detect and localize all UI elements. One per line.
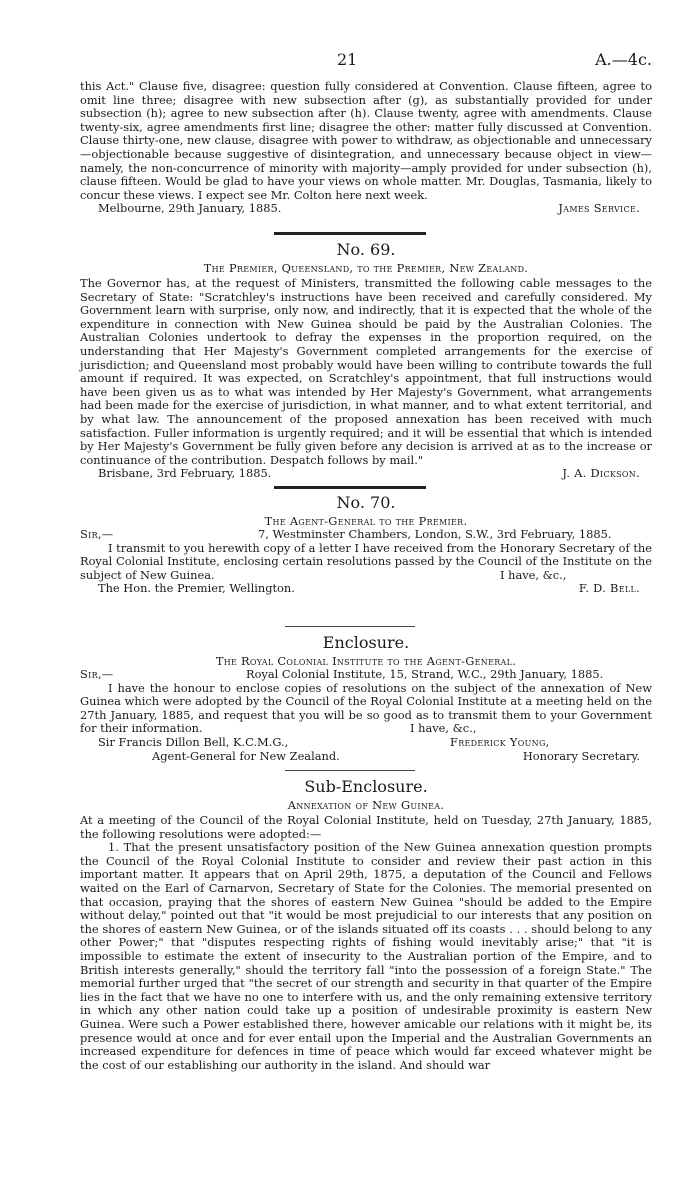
letter-69 xyxy=(80,241,652,481)
sub-enclosure xyxy=(80,778,652,1072)
place-date: Brisbane, 3rd February, 1885. xyxy=(98,466,272,481)
enclosure xyxy=(80,634,652,763)
letter-70-body: I transmit to you herewith copy of a letter I have received from the Honorary Secretary of the Royal Colonial Institute, enclosing certain resolutions passed by the Council of the Institute on the subject of New Guinea. xyxy=(80,540,652,582)
section-divider xyxy=(274,232,426,235)
sender-address: 7, Westminster Chambers, London, S.W., 3rd February, 1885. xyxy=(258,527,612,541)
section-divider xyxy=(274,486,426,489)
enclosure-closing-row xyxy=(80,722,652,736)
letter-70 xyxy=(80,494,652,596)
page-header xyxy=(0,50,700,70)
enclosure-salutation-row xyxy=(80,668,652,682)
letter-69-heading: No. 69. xyxy=(336,240,396,259)
letter-69-body: The Governor has, at the request of Ministers, transmitted the following cable messages to the Secretary of State: "Scratchley's instructions have been received and carefully considered. My Government learn with surprise, only now, and indirectly, that it is expected that the whole of the expenditure in connection with New Guinea should be paid by the Australian Colonies. The Australian Colonies undertook to defray the expenses in the proportion required, on the understanding that Her Majesty's Government completed arrangements for the exercise of jurisdiction; and Queensland most probably would have been willing to contribute towards the full amount if required. It was expected, on Scratchley's appointment, that full instructions would have been given us as to what was intended by Her Majesty's Government, what arrangements had been made for the exercise of jurisdiction, in what manner, and to what extent territorial, and by what law. The announcement of the proposed annexation has been received with much satisfaction. Fuller information is urgently required; and it will be essential that which is intended by Her Majesty's Government be fully given before any decision is arrived at as to the increase or continuance of the contribution. Despatch follows by mail." xyxy=(80,276,652,467)
letter-70-subheading: The Agent-General to the Premier. xyxy=(264,514,468,528)
signature: J. A. Dickson. xyxy=(562,466,640,481)
enclosure-subheading: The Royal Colonial Institute to the Agent-General. xyxy=(215,654,517,668)
sender-address: Royal Colonial Institute, 15, Strand, W.C., 29th January, 1885. xyxy=(246,667,604,681)
signature: F. D. Bell. xyxy=(578,581,640,596)
closing: I have, &c., xyxy=(500,567,567,582)
signatory-name: Frederick Young, xyxy=(450,734,550,749)
section-divider xyxy=(285,626,415,627)
enclosure-body: I have the honour to enclose copies of resolutions on the subject of the annexation of New Guinea which were adopted by the Council of the Royal Colonial Institute at a meeting held on the 27th January, 1885, and request that you will be so good as to transmit them to your Government for their information. xyxy=(80,680,652,736)
place-date: Melbourne, 29th January, 1885. xyxy=(98,201,282,216)
closing: I have, &c., xyxy=(410,721,477,736)
telegram-signoff xyxy=(80,202,652,216)
resolution-1: 1. That the present unsatisfactory position of the New Guinea annexation question prompts the Council of the Royal Colonial Institute to consider and review their past action in this important matter. It appears that on April 29th, 1875, a deputation of the Council and Fellows waited on the Earl of Carnarvon, Secretary of State for the Colonies. The memorial presented on that occasion, praying that the shores of eastern New Guinea "should be added to the Empire without delay," pointed out that "it would be most prejudicial to our interests that any position on the shores of eastern New Guinea, or of the islands situated off its coasts . . . should belong to any other Power;" that "disputes respecting rights of fishing would inevitably arise;" that "it is impossible to estimate the extent of insecurity to the Australian portion of the Empire, and to British interests generally," should the territory fall "into the possession of a foreign State." The memorial further urged that "the secret of our strength and security in that quarter of the Empire lies in the fact that we have no one to interfere with us, and the only remaining extensive territory in which any other nation could take up a position of undesirable proximity is eastern New Guinea. Were such a Power established there, however amicable our relations with it might be, its presence would at once and for ever entail upon the Imperial and the Australian Governments an increased expenditure for defences in time of peace which would far exceed whatever might be the cost of our establishing our authority in the island. And should war xyxy=(80,840,652,1072)
addressee: The Hon. the Premier, Wellington. xyxy=(98,581,295,596)
telegram-continuation xyxy=(80,80,652,216)
document-reference: A.—4c. xyxy=(595,50,652,69)
signatory-title: Honorary Secretary. xyxy=(522,748,640,763)
sub-enclosure-intro: At a meeting of the Council of the Royal Colonial Institute, held on Tuesday, 27th January, 1885, the following resolutions were adopted:— xyxy=(80,813,652,841)
telegram-body: this Act." Clause five, disagree: question fully considered at Convention. Clause fifteen, agree to omit line three; disagree with new subsection after (g), as substantially provided for under subsection (h); agree to new subsection after (h). Clause twenty, agree with amendments. Clause twenty-six, agree amendments first line; disagree the other: matter fully discussed at Convention. Clause thirty-one, new clause, disagree with power to withdraw, as objectionable and unnecessary—objectionable because suggestive of disintegration, and unnecessary because object in view—namely, the non-concurrence of minority with majority—amply provided for under subsection (h), clause fifteen. Would be glad to have your views on whole matter. Mr. Douglas, Tasmania, likely to concur these views. I expect see Mr. Colton here next week. xyxy=(80,79,652,202)
addressee-title: Agent-General for New Zealand. xyxy=(152,748,340,763)
letter-70-salutation-row xyxy=(80,528,652,542)
letter-70-closing-row xyxy=(80,569,652,583)
letter-69-signoff xyxy=(80,467,652,481)
letter-69-subheading: The Premier, Queensland, to the Premier, New Zealand. xyxy=(203,261,529,275)
sub-enclosure-subheading: Annexation of New Guinea. xyxy=(287,798,445,812)
sub-enclosure-heading: Sub-Enclosure. xyxy=(304,777,428,796)
salutation: Sir,— xyxy=(80,667,114,681)
page-number: 21 xyxy=(337,50,358,69)
letter-70-heading: No. 70. xyxy=(336,493,396,512)
enclosure-signoff-2 xyxy=(80,750,652,764)
salutation: Sir,— xyxy=(80,527,114,541)
letter-70-signoff xyxy=(80,582,652,596)
section-divider xyxy=(285,770,415,771)
signature: James Service. xyxy=(558,201,640,216)
enclosure-heading: Enclosure. xyxy=(322,633,410,652)
addressee-name: Sir Francis Dillon Bell, K.C.M.G., xyxy=(98,734,289,749)
enclosure-signoff-1 xyxy=(80,736,652,750)
